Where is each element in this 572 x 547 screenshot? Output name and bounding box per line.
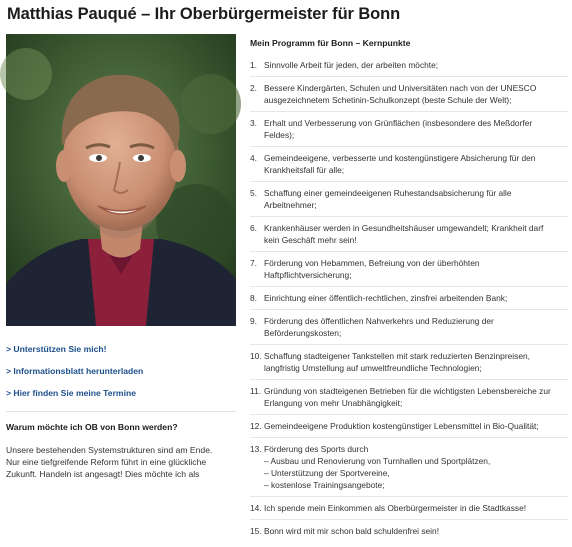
program-item-text: kein Geschäft mehr sein! xyxy=(264,235,357,245)
program-item-text: Schaffung einer gemeindeeigenen Ruhestandsabsicherung für alle xyxy=(264,188,512,198)
program-item xyxy=(250,82,568,112)
why-paragraph xyxy=(6,444,236,481)
program-item-text: Erlangung von mehr Unabhängigkeit; xyxy=(264,398,403,408)
why-paragraph-line: Zukunft. Handeln ist angesagt! Dies möchte ich als xyxy=(6,469,200,480)
infosheet-download-link[interactable]: > Informationsblatt herunterladen xyxy=(6,366,144,376)
program-item-text: – Ausbau und Renovierung von Turnhallen und Sportplätzen, xyxy=(264,456,491,466)
program-item-text: Feldes); xyxy=(264,130,295,140)
program-item-text: Förderung des Sports durch xyxy=(264,444,369,454)
program-item-number: 5. xyxy=(250,188,257,198)
program-item-number: 14. xyxy=(250,503,262,513)
left-divider xyxy=(6,411,236,412)
program-item xyxy=(250,117,568,147)
program-item-text: Krankenhäuser werden in Gesundheitshäuser umgewandelt; Krankheit darf xyxy=(264,223,544,233)
program-item-text: Haftpflichtversicherung; xyxy=(264,270,352,280)
program-item-number: 8. xyxy=(250,293,257,303)
program-item-text: Förderung des öffentlichen Nahverkehrs und Reduzierung der xyxy=(264,316,494,326)
program-item-text: – kostenlose Trainingsangebote; xyxy=(264,480,385,490)
program-item xyxy=(250,525,568,542)
program-item-text: Gemeindeeigene, verbesserte und kostengünstigere Absicherung für den xyxy=(264,153,536,163)
program-item xyxy=(250,420,568,438)
support-link[interactable]: > Unterstützen Sie mich! xyxy=(6,344,107,354)
program-item xyxy=(250,443,568,497)
program-item-text: Krankheitsfall für alle; xyxy=(264,165,345,175)
program-item-number: 7. xyxy=(250,258,257,268)
program-heading: Mein Programm für Bonn – Kernpunkte xyxy=(250,38,411,48)
why-paragraph-line: Nur eine tiefgreifende Reform führt in eine glückliche xyxy=(6,457,207,468)
program-item-text: Ich spende mein Einkommen als Oberbürgermeister in die Stadtkasse! xyxy=(264,503,527,513)
program-item-text: Bessere Kindergärten, Schulen und Universitäten nach von der UNESCO xyxy=(264,83,537,93)
program-item-text: Schaffung stadteigener Tankstellen mit stark reduzierten Benzinpreisen, xyxy=(264,351,530,361)
program-item-text: Erhalt und Verbesserung von Grünflächen (insbesondere des Meßdorfer xyxy=(264,118,533,128)
program-item xyxy=(250,292,568,310)
program-item-number: 4. xyxy=(250,153,257,163)
program-item xyxy=(250,187,568,217)
program-item-number: 9. xyxy=(250,316,257,326)
page-title: Matthias Pauqué – Ihr Oberbürgermeister für Bonn xyxy=(7,5,401,23)
program-item-text: Bonn wird mit mir schon bald schuldenfrei sein! xyxy=(264,526,440,536)
program-item-text: Beförderungskosten; xyxy=(264,328,342,338)
program-item-text: ausgezeichnetem Schetinin-Schulkonzept (beste Schule der Welt); xyxy=(264,95,512,105)
program-item-text: – Unterstützung der Sportvereine, xyxy=(264,468,390,478)
program-item-number: 2. xyxy=(250,83,257,93)
program-item-text: Förderung von Hebammen, Befreiung von der überhöhten xyxy=(264,258,480,268)
why-paragraph-line: Unsere bestehenden Systemstrukturen sind am Ende. xyxy=(6,445,213,455)
program-list xyxy=(250,59,568,547)
program-item-number: 12. xyxy=(250,421,262,431)
candidate-photo xyxy=(6,34,236,326)
program-item-number: 3. xyxy=(250,118,257,128)
program-item-text: Einrichtung einer öffentlich-rechtlichen, zinsfrei arbeitenden Bank; xyxy=(264,293,508,303)
program-item xyxy=(250,385,568,415)
program-item-number: 13. xyxy=(250,444,262,454)
why-heading: Warum möchte ich OB von Bonn werden? xyxy=(6,422,178,432)
program-item xyxy=(250,59,568,77)
program-item-number: 15. xyxy=(250,526,262,536)
program-item xyxy=(250,257,568,287)
program-item-text: Arbeitnehmer; xyxy=(264,200,317,210)
left-links xyxy=(6,343,236,409)
program-item-number: 6. xyxy=(250,223,257,233)
program-item-number: 10. xyxy=(250,351,262,361)
program-item xyxy=(250,315,568,345)
program-item-number: 1. xyxy=(250,60,257,70)
program-item xyxy=(250,350,568,380)
program-item-number: 11. xyxy=(250,386,262,396)
program-item-text: Gemeindeeigene Produktion kostengünstiger Lebensmittel in Bio-Qualität; xyxy=(264,421,539,431)
program-item-text: langfristig Umstellung auf umweltfreundliche Technologien; xyxy=(264,363,482,373)
appointments-link[interactable]: > Hier finden Sie meine Termine xyxy=(6,388,136,398)
program-item-text: Sinnvolle Arbeit für jeden, der arbeiten möchte; xyxy=(264,60,439,70)
program-item-text: Gründung von stadteigenen Betrieben für die wichtigsten Lebensbereiche zur xyxy=(264,386,551,396)
program-item xyxy=(250,152,568,182)
program-item xyxy=(250,502,568,520)
program-item xyxy=(250,222,568,252)
